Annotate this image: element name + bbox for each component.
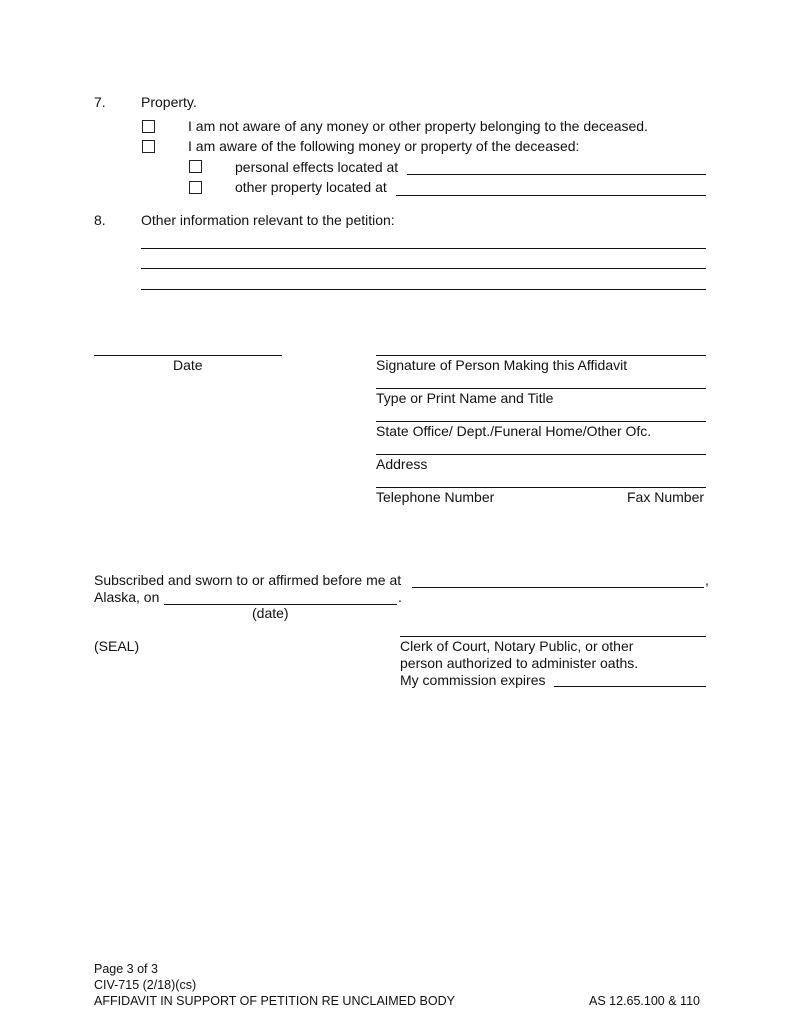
commission-label: My commission expires (400, 672, 546, 688)
checkbox-other-property[interactable] (189, 181, 202, 194)
address-line[interactable] (376, 454, 706, 455)
phone-fax-line[interactable] (376, 487, 706, 488)
section-7-number: 7. (94, 94, 106, 110)
oath-line-2-prefix: Alaska, on (94, 589, 160, 605)
seal-label: (SEAL) (94, 638, 140, 654)
other-info-line-2[interactable] (141, 268, 706, 269)
oath-location-field[interactable] (412, 587, 704, 588)
clerk-signature-line[interactable] (400, 636, 706, 637)
other-property-location-field[interactable] (396, 195, 706, 196)
oath-line-2-period: . (398, 589, 402, 605)
section-8-heading: Other information relevant to the petition: (141, 212, 395, 228)
signature-line[interactable] (376, 355, 706, 356)
personal-effects-location-field[interactable] (407, 174, 706, 175)
footer-statute: AS 12.65.100 & 110 (589, 994, 700, 1008)
clerk-line-1: Clerk of Court, Notary Public, or other (400, 638, 634, 654)
name-title-line[interactable] (376, 388, 706, 389)
other-info-line-3[interactable] (141, 289, 706, 290)
clerk-line-2: person authorized to administer oaths. (400, 655, 639, 671)
telephone-label: Telephone Number (376, 489, 495, 505)
office-label: State Office/ Dept./Funeral Home/Other Ofc. (376, 423, 652, 439)
date-signature-line[interactable] (94, 355, 282, 356)
fax-label: Fax Number (627, 489, 705, 505)
option-aware-label: I am aware of the following money or property of the deceased: (188, 138, 580, 154)
name-title-label: Type or Print Name and Title (376, 390, 554, 406)
option-not-aware-label: I am not aware of any money or other property belonging to the deceased. (188, 118, 648, 134)
oath-line-1-comma: , (705, 572, 709, 588)
commission-expires-field[interactable] (554, 686, 706, 687)
checkbox-aware[interactable] (142, 140, 155, 153)
address-label: Address (376, 456, 428, 472)
section-7-heading: Property. (141, 94, 197, 110)
signature-label: Signature of Person Making this Affidavit (376, 357, 628, 373)
other-property-label: other property located at (235, 179, 387, 195)
section-8-number: 8. (94, 212, 106, 228)
checkbox-personal-effects[interactable] (189, 160, 202, 173)
footer-form-title: AFFIDAVIT IN SUPPORT OF PETITION RE UNCLAIMED BODY (94, 994, 455, 1008)
other-info-line-1[interactable] (141, 248, 706, 249)
oath-line-1-prefix: Subscribed and sworn to or affirmed before me at (94, 572, 402, 588)
personal-effects-label: personal effects located at (235, 159, 399, 175)
checkbox-not-aware[interactable] (142, 120, 155, 133)
footer-form-number: CIV-715 (2/18)(cs) (94, 978, 197, 992)
date-label: Date (173, 357, 203, 373)
office-line[interactable] (376, 421, 706, 422)
footer-page-number: Page 3 of 3 (94, 962, 158, 976)
oath-date-caption: (date) (252, 605, 289, 621)
